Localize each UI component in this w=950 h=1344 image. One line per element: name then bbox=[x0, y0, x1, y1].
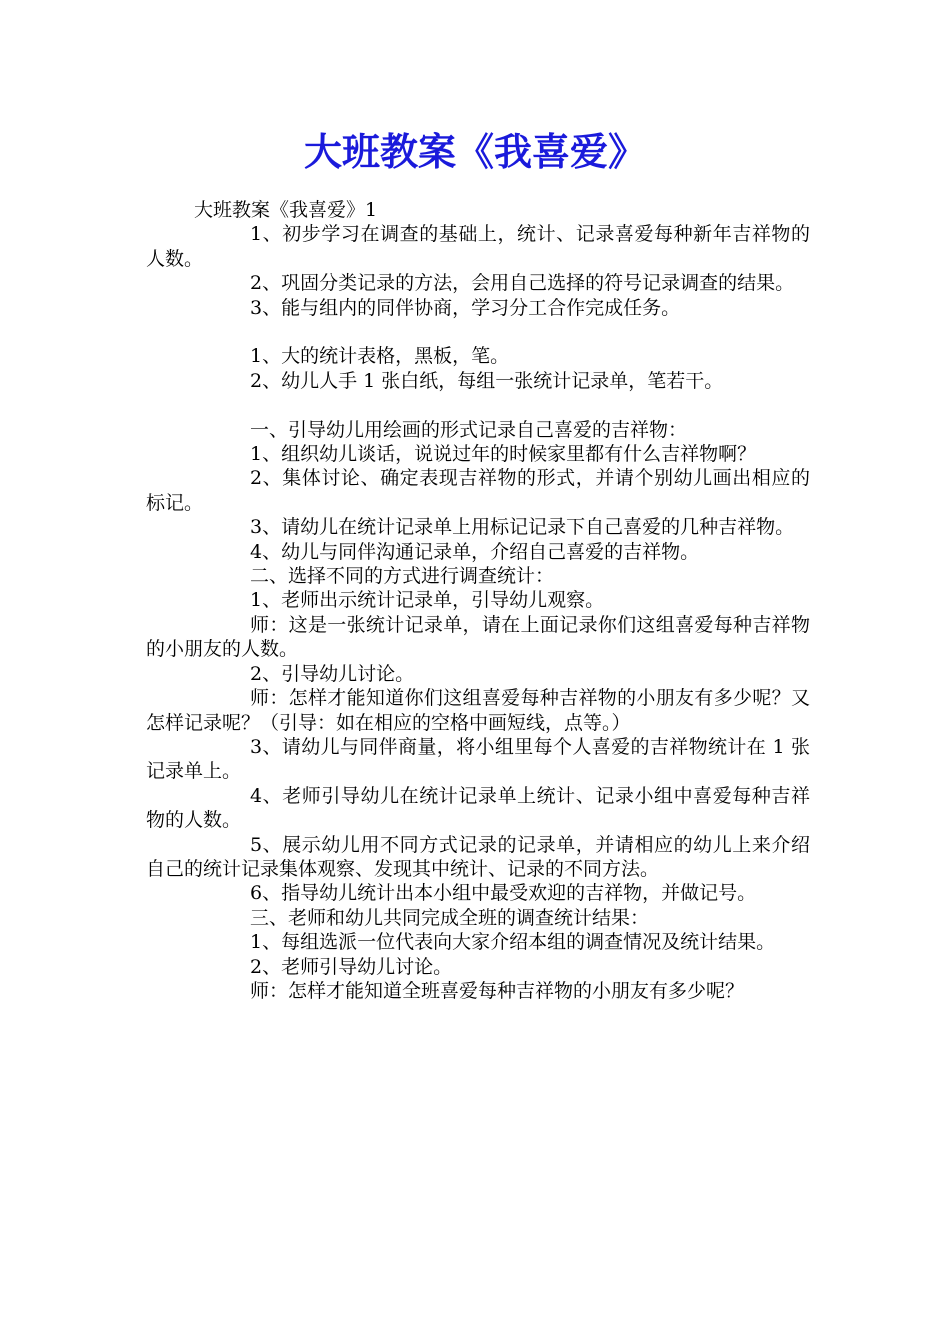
material-paragraph: 1、大的统计表格，黑板，笔。 bbox=[250, 345, 510, 368]
teacher-dialogue: 师：怎样才能知道全班喜爱每种吉祥物的小朋友有多少呢？ bbox=[250, 979, 745, 1002]
material-paragraph: 2、幼儿人手 1 张白纸，每组一张统计记录单，笔若干。 bbox=[250, 369, 724, 392]
step-paragraph: 6、指导幼儿统计出本小组中最受欢迎的吉祥物，并做记号。 bbox=[250, 882, 757, 905]
blank-line bbox=[146, 393, 810, 417]
teacher-dialogue: 师：这是一张统计记录单，请在上面记录你们这组喜爱每种吉祥物的小朋友的人数。 bbox=[146, 613, 810, 661]
step-paragraph: 1、每组选派一位代表向大家介绍本组的调查情况及统计结果。 bbox=[250, 931, 776, 954]
teacher-dialogue: 师：怎样才能知道你们这组喜爱每种吉祥物的小朋友有多少呢？又怎样记录呢？（引导：如在相应的空格中画短线，点等。） bbox=[146, 687, 810, 734]
objective-paragraph: 3、能与组内的同伴协商，学习分工合作完成任务。 bbox=[250, 296, 681, 319]
step-paragraph: 4、幼儿与同伴沟通记录单，介绍自己喜爱的吉祥物。 bbox=[250, 540, 700, 563]
section-heading: 二、选择不同的方式进行调查统计： bbox=[250, 565, 555, 588]
step-paragraph: 1、老师出示统计记录单，引导幼儿观察。 bbox=[250, 589, 605, 612]
section-heading: 一、引导幼儿用绘画的形式记录自己喜爱的吉祥物： bbox=[250, 418, 688, 441]
blank-line bbox=[146, 320, 810, 344]
step-paragraph: 2、老师引导幼儿讨论。 bbox=[250, 955, 453, 978]
step-paragraph: 5、展示幼儿用不同方式记录的记录单，并请相应的幼儿上来介绍自己的统计记录集体观察、发现其中统计、记录的不同方法。 bbox=[146, 833, 810, 880]
objective-paragraph: 2、巩固分类记录的方法，会用自己选择的符号记录调查的结果。 bbox=[250, 272, 795, 295]
step-paragraph: 2、集体讨论、确定表现吉祥物的形式，并请个别幼儿画出相应的标记。 bbox=[146, 467, 810, 514]
step-paragraph: 3、请幼儿与同伴商量，将小组里每个人喜爱的吉祥物统计在 1 张记录单上。 bbox=[146, 735, 810, 783]
step-paragraph: 2、引导幼儿讨论。 bbox=[250, 662, 415, 685]
objective-paragraph: 1、初步学习在调查的基础上，统计、记录喜爱每种新年吉祥物的人数。 bbox=[146, 223, 810, 270]
step-paragraph: 3、请幼儿在统计记录单上用标记记录下自己喜爱的几种吉祥物。 bbox=[250, 516, 795, 539]
document-subtitle: 大班教案《我喜爱》1 bbox=[194, 199, 378, 221]
step-paragraph: 4、老师引导幼儿在统计记录单上统计、记录小组中喜爱每种吉祥物的人数。 bbox=[146, 784, 810, 832]
step-paragraph: 1、组织幼儿谈话，说说过年的时候家里都有什么吉祥物啊？ bbox=[250, 443, 757, 466]
document-body bbox=[146, 198, 810, 1003]
section-heading: 三、老师和幼儿共同完成全班的调查统计结果： bbox=[250, 906, 650, 929]
document-title: 大班教案《我喜爱》 bbox=[303, 130, 646, 174]
